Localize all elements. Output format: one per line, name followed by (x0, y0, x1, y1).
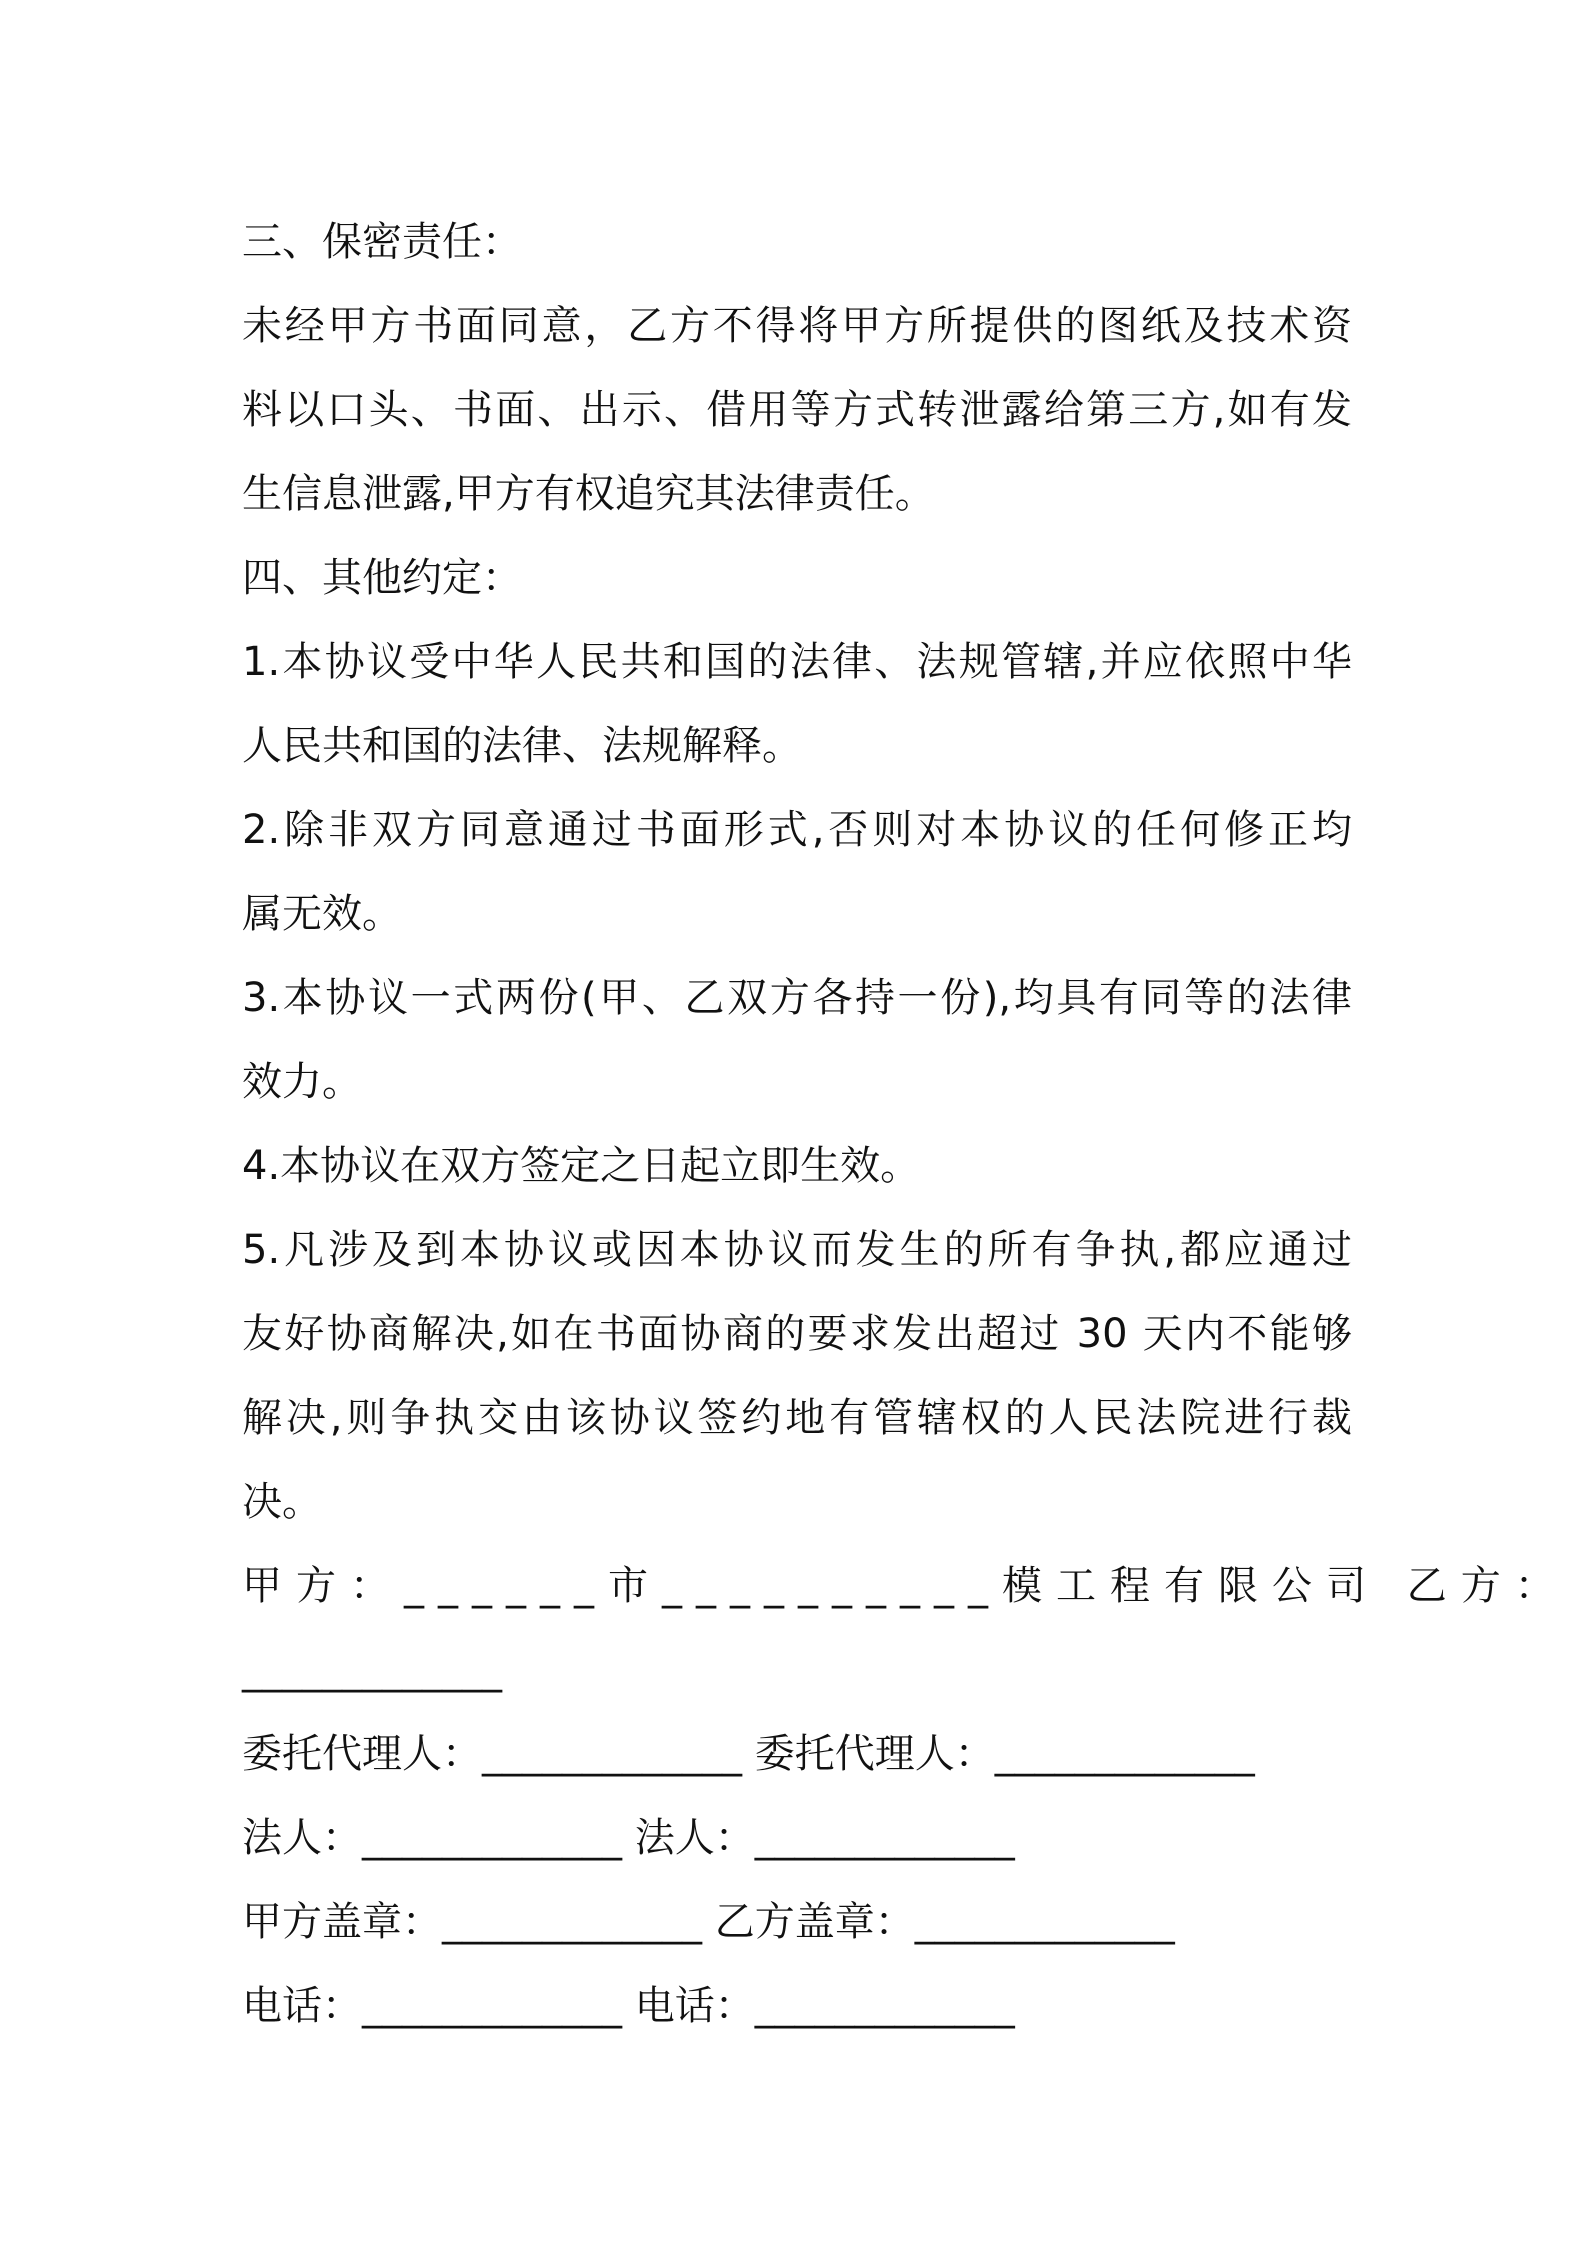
clause-4-line-1: 4.本协议在双方签定之日起立即生效。 (242, 1143, 921, 1189)
party-line: 甲方：______市__________模工程有限公司 乙方： (242, 1563, 1569, 1609)
phone-line: 电话：_____________ 电话：_____________ (242, 1983, 1015, 2029)
seal-line: 甲方盖章：_____________ 乙方盖章：_____________ (242, 1899, 1175, 1945)
clause-5-line-3: 解决,则争执交由该协议签约地有管辖权的人民法院进行裁 (242, 1395, 1352, 1441)
clause-2-line-2: 属无效。 (242, 891, 402, 937)
contract-body (242, 200, 1569, 2048)
legal-person-line: 法人：_____________ 法人：_____________ (242, 1815, 1015, 1861)
clause-1-line-2: 人民共和国的法律、法规解释。 (242, 723, 802, 769)
clause-5-line-2: 友好协商解决,如在书面协商的要求发出超过 30 天内不能够 (242, 1311, 1352, 1357)
section-3-heading: 三、保密责任： (242, 219, 522, 265)
section-3-line-3: 生信息泄露,甲方有权追究其法律责任。 (242, 471, 935, 517)
clause-2-line-1: 2.除非双方同意通过书面形式,否则对本协议的任何修正均 (242, 807, 1352, 853)
clause-1-line-1: 1.本协议受中华人民共和国的法律、法规管辖,并应依照中华 (242, 639, 1352, 685)
clause-3-line-1: 3.本协议一式两份(甲、乙双方各持一份),均具有同等的法律 (242, 975, 1352, 1021)
clause-5-line-4: 决。 (242, 1479, 322, 1525)
section-3-line-2: 料以口头、书面、出示、借用等方式转泄露给第三方,如有发 (242, 387, 1352, 433)
clause-3-line-2: 效力。 (242, 1059, 362, 1105)
agent-line: 委托代理人：_____________ 委托代理人：_____________ (242, 1731, 1255, 1777)
party-line-continuation: _____________ (242, 1647, 502, 1693)
section-3-line-1: 未经甲方书面同意，乙方不得将甲方所提供的图纸及技术资 (242, 303, 1352, 349)
section-4-heading: 四、其他约定： (242, 555, 522, 601)
clause-5-line-1: 5.凡涉及到本协议或因本协议而发生的所有争执,都应通过 (242, 1227, 1352, 1273)
